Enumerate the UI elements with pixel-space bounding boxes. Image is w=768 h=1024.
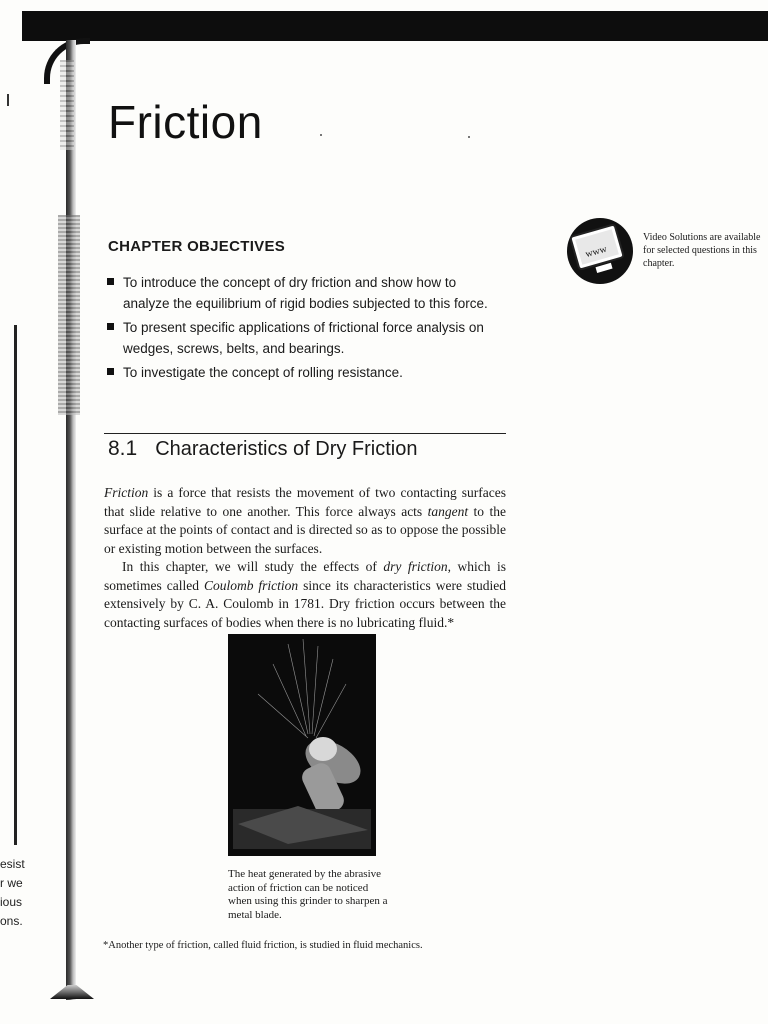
footnote: *Another type of friction, called fluid friction, is studied in fluid mechanics. — [103, 940, 423, 951]
text-run: In this chapter, we will study the effects of — [122, 559, 384, 574]
objective-item — [105, 317, 505, 359]
top-black-bar — [22, 11, 768, 41]
section-body — [104, 484, 506, 632]
objective-text: To investigate the concept of rolling resistance. — [123, 365, 403, 380]
page-spine — [66, 40, 76, 1000]
square-bullet-icon — [107, 278, 114, 285]
paragraph — [104, 558, 506, 632]
objective-text: To introduce the concept of dry friction and show how to analyze the equilibrium of rigid bodies subjected to this force. — [123, 275, 488, 311]
term-tangent: tangent — [427, 503, 469, 519]
square-bullet-icon — [107, 323, 114, 330]
objectives-heading: CHAPTER OBJECTIVES — [108, 238, 286, 255]
edge-line — [14, 325, 17, 845]
spine-scan-artifact — [58, 215, 80, 415]
video-solutions-note: Video Solutions are available for selected questions in this chapter. — [643, 232, 761, 269]
section-rule — [104, 433, 506, 434]
objective-item — [105, 272, 505, 314]
spine-scan-artifact — [60, 60, 74, 150]
scan-speck — [468, 136, 470, 138]
edge-text-line: ious — [0, 895, 23, 909]
section-title: Characteristics of Dry Friction — [155, 438, 418, 460]
text-run: to the surface at the points of contact and is directed so as to oppose the possible or existing motion between the surfaces. — [104, 503, 506, 556]
www-monitor-icon — [560, 216, 638, 284]
square-bullet-icon — [107, 368, 114, 375]
section-number: 8.1 — [108, 437, 138, 460]
text-run: since its characteristics were studied extensively by C. A. Coulomb in 1781. Dry friction occurs between the contacting surfaces of bodies when there is no lubricating fluid.* — [104, 577, 506, 630]
section-heading — [108, 437, 417, 461]
objective-text: To present specific applications of frictional force analysis on wedges, screws, belts, and bearings. — [123, 320, 484, 356]
grinder-photo — [228, 634, 376, 856]
edge-text-line: esist — [0, 857, 25, 871]
objective-item — [105, 362, 505, 383]
term-friction: Friction — [104, 485, 149, 500]
spine-foot — [50, 985, 94, 999]
figure-caption: The heat generated by the abrasive action of friction can be noticed when using this grinder to sharpen a metal blade. — [228, 868, 388, 921]
text-run: is a force that resists the movement of two contacting surfaces that slide relative to one another. This force always acts — [104, 485, 506, 519]
edge-text-line: r we — [0, 876, 23, 890]
text-run: , which is sometimes called — [104, 559, 506, 593]
adjacent-page-text — [0, 855, 25, 931]
scan-speck — [320, 134, 322, 136]
edge-text-line: ons. — [0, 914, 23, 928]
objectives-list — [105, 272, 505, 386]
paragraph — [104, 484, 506, 558]
www-label: www — [584, 243, 609, 261]
term-dry-friction: dry friction — [383, 559, 448, 574]
term-coulomb-friction: Coulomb friction — [203, 577, 299, 593]
edge-mark — [7, 94, 9, 106]
chapter-title: Friction — [108, 95, 263, 148]
